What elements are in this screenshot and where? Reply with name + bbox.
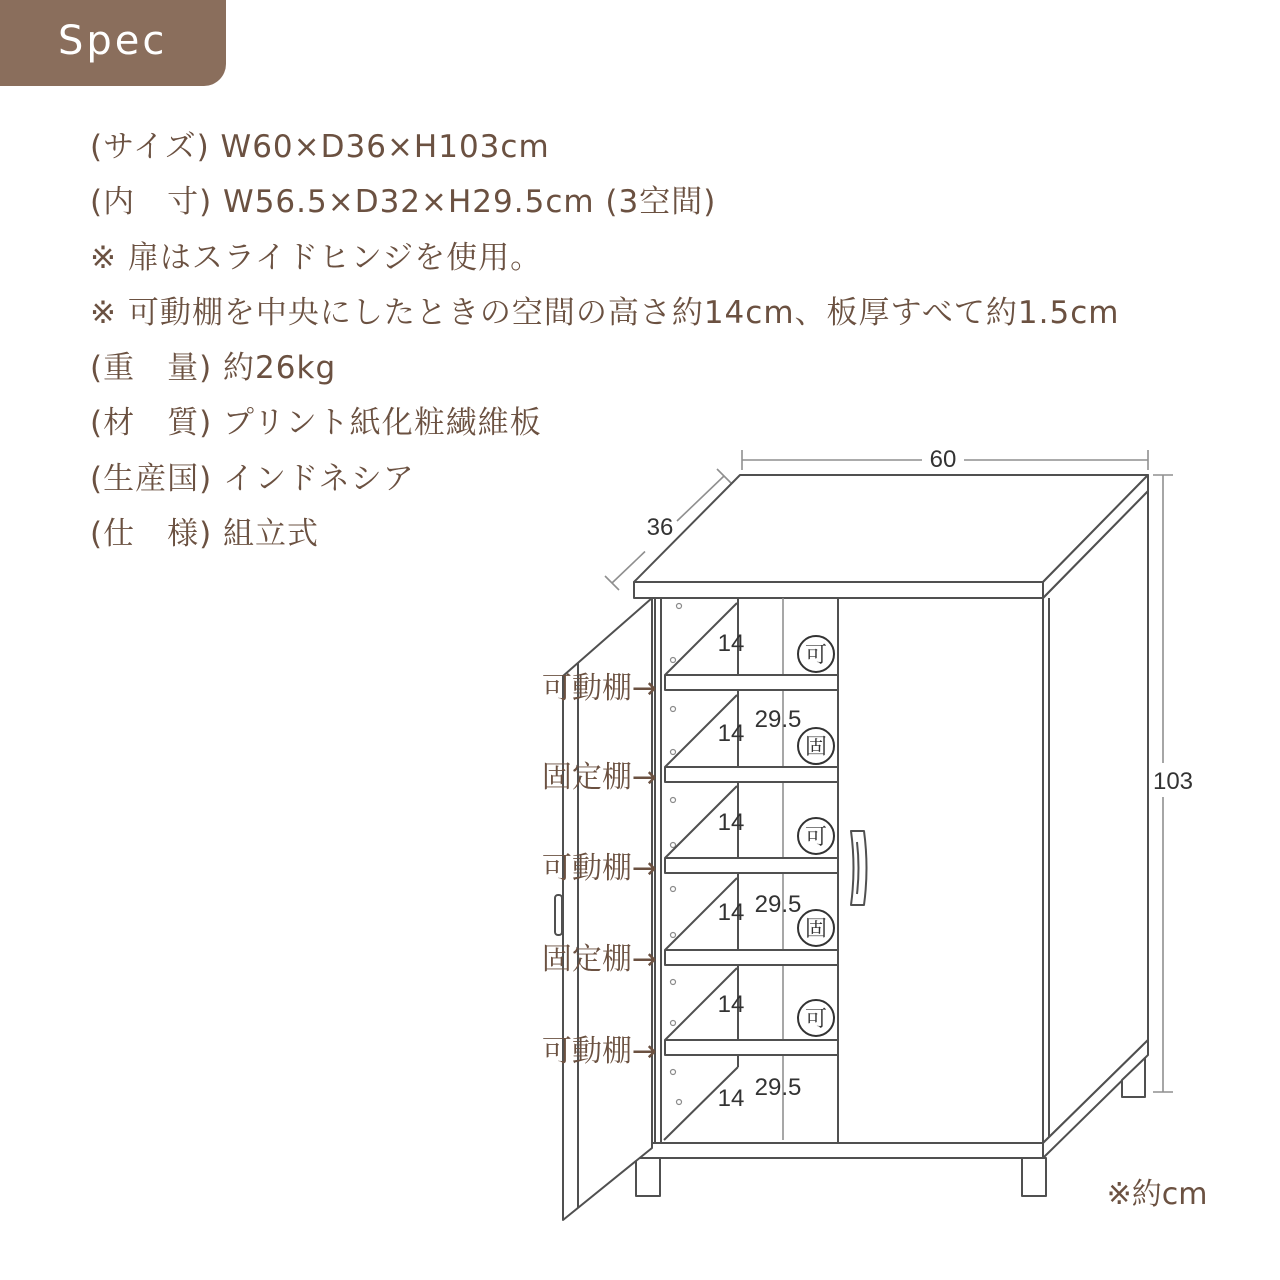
shelf-badge-label: 可 <box>804 1007 828 1032</box>
shelf-pin-hole <box>671 658 676 663</box>
spec-note-shelf: ※ 可動棚を中央にしたときの空間の高さ約14cm、板厚すべて約1.5cm <box>90 294 1120 331</box>
shelf-4-front <box>665 950 838 965</box>
shelf-pin-hole <box>671 933 676 938</box>
gap-label: 14 <box>717 1085 745 1112</box>
gap-label: 14 <box>717 720 745 747</box>
shelf-2-front <box>665 767 838 782</box>
shelf-callout-label: 固定棚→ <box>541 760 657 795</box>
height-dimension-label: 103 <box>1152 768 1194 795</box>
depth-dimension-label: 36 <box>646 514 674 541</box>
spec-material: (材 質) プリント紙化粧繊維板 <box>90 405 542 442</box>
spec-assembly: (仕 様) 組立式 <box>90 516 320 553</box>
inner-height-label: 29.5 <box>754 891 802 918</box>
shelf-badge-label: 可 <box>804 825 828 850</box>
shelf-3-front <box>665 858 838 873</box>
shelf-pin-hole <box>671 1021 676 1026</box>
spec-inner-size: (内 寸) W56.5×D32×H29.5cm (3空間) <box>90 184 717 221</box>
shelf-pin-hole <box>671 1070 676 1075</box>
right-side-panel <box>1043 491 1148 1143</box>
shelf-pin-hole <box>677 604 682 609</box>
shelf-callout-label: 固定棚→ <box>541 942 657 977</box>
shelf-badge-label: 固 <box>804 735 828 760</box>
shelf-pin-hole <box>671 887 676 892</box>
width-dimension <box>742 446 1148 473</box>
gap-label: 14 <box>717 899 745 926</box>
shelf-pin-hole <box>671 843 676 848</box>
leg-front-left <box>636 1158 660 1196</box>
shelf-pin-hole <box>671 750 676 755</box>
spec-tab-label: Spec <box>58 18 168 64</box>
spec-note-hinge: ※ 扉はスライドヒンジを使用。 <box>90 239 543 276</box>
shelf-badges <box>798 636 834 1036</box>
shelf-5-front <box>665 1040 838 1055</box>
shelf-pin-hole <box>671 798 676 803</box>
height-dimension <box>1153 475 1193 1092</box>
gap-label: 14 <box>717 809 745 836</box>
right-door-panel <box>838 598 1043 1143</box>
right-door <box>838 598 1043 1143</box>
shelf-1-front <box>665 675 838 690</box>
spec-weight: (重 量) 約26kg <box>90 350 337 387</box>
left-door-handle-icon <box>555 895 562 935</box>
shelf-callout-label: 可動棚→ <box>541 851 657 886</box>
spec-origin: (生産国) インドネシア <box>90 460 415 497</box>
shelf-pin-hole <box>671 707 676 712</box>
inner-height-label: 29.5 <box>754 1074 802 1101</box>
unit-note: ※約cm <box>1106 1177 1208 1212</box>
shelf-pin-hole <box>677 1100 682 1105</box>
leg-front-right <box>1022 1158 1046 1196</box>
shelf-callout-label: 可動棚→ <box>541 1034 657 1069</box>
width-dimension-label: 60 <box>929 446 957 473</box>
top-board-front <box>634 582 1043 598</box>
inner-height-label: 29.5 <box>754 706 802 733</box>
gap-label: 14 <box>717 630 745 657</box>
shelf-badge-label: 固 <box>804 917 828 942</box>
shelf-pin-hole <box>671 980 676 985</box>
gap-label: 14 <box>717 991 745 1018</box>
spec-size: (サイズ) W60×D36×H103cm <box>90 129 550 165</box>
cabinet-interior <box>664 598 838 1140</box>
shelf-badge-label: 可 <box>804 643 828 668</box>
plinth-front <box>638 1143 1043 1158</box>
shelf-callout-label: 可動棚→ <box>541 671 657 706</box>
